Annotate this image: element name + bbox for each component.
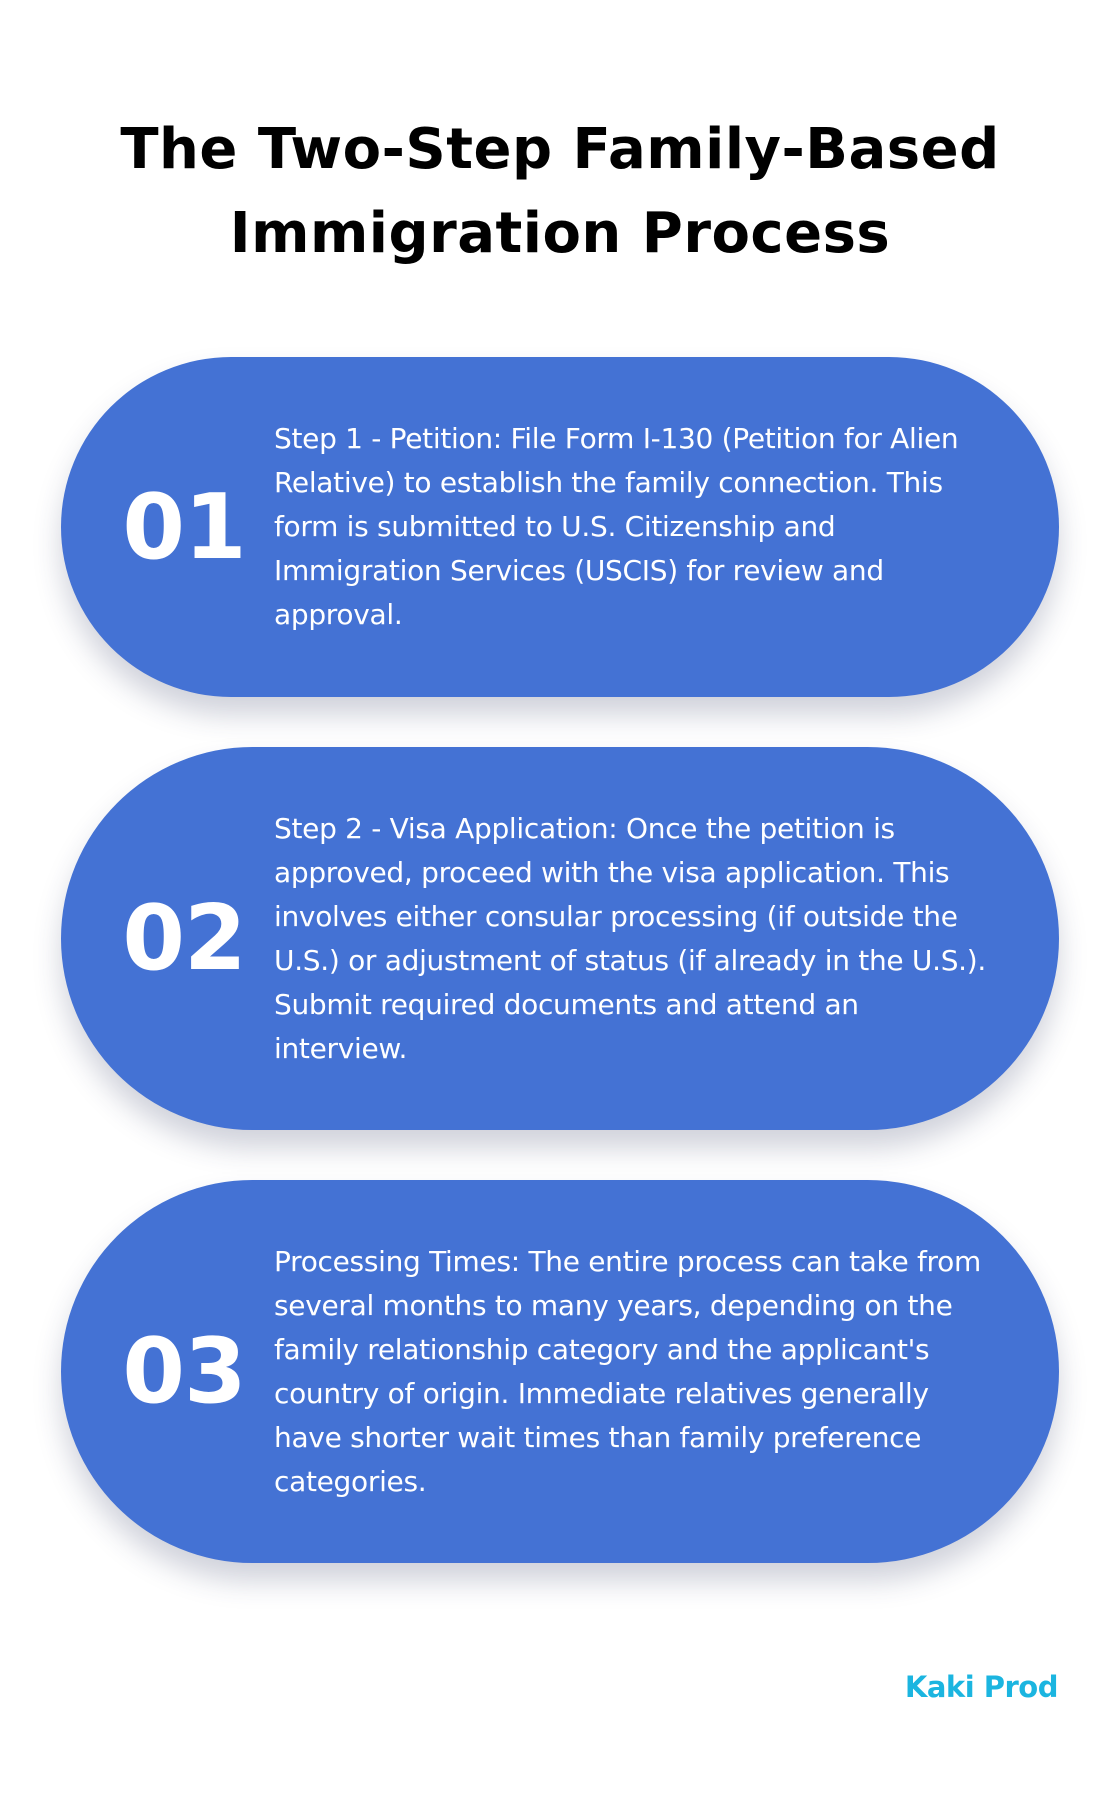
step-text-container-3 [274, 1180, 999, 1563]
step-card-2 [61, 747, 1059, 1130]
step-number-2: 02 [122, 886, 246, 991]
step-text-container-2 [274, 747, 999, 1130]
page-title [0, 108, 1120, 276]
step-description-1: Step 1 - Petition: File Form I-130 (Petition for Alien Relative) to establish the family connection. This form is submitted to U.S. Citizenship and Immigration Services (USCIS) for review and approval. [274, 422, 959, 631]
step-number-3: 03 [122, 1319, 246, 1424]
title-line-2: Immigration Process [229, 201, 891, 266]
step-card-3 [61, 1180, 1059, 1563]
step-text-container-1 [274, 357, 999, 697]
title-line-1: The Two-Step Family-Based [120, 117, 1000, 182]
step-card-1 [61, 357, 1059, 697]
step-number-1: 01 [122, 474, 246, 580]
step-description-3: Processing Times: The entire process can take from several months to many years, depending on the family relationship category and the applicant's country of origin. Immediate relatives generally have shorter wait times than family preference categories. [274, 1244, 981, 1498]
brand-logo: Kaki Prod [904, 1670, 1058, 1704]
step-description-2: Step 2 - Visa Application: Once the petition is approved, proceed with the visa application. This involves either consular processing (if outside the U.S.) or adjustment of status (if already in the U.S.). Submit required documents and attend an interview. [274, 811, 987, 1065]
